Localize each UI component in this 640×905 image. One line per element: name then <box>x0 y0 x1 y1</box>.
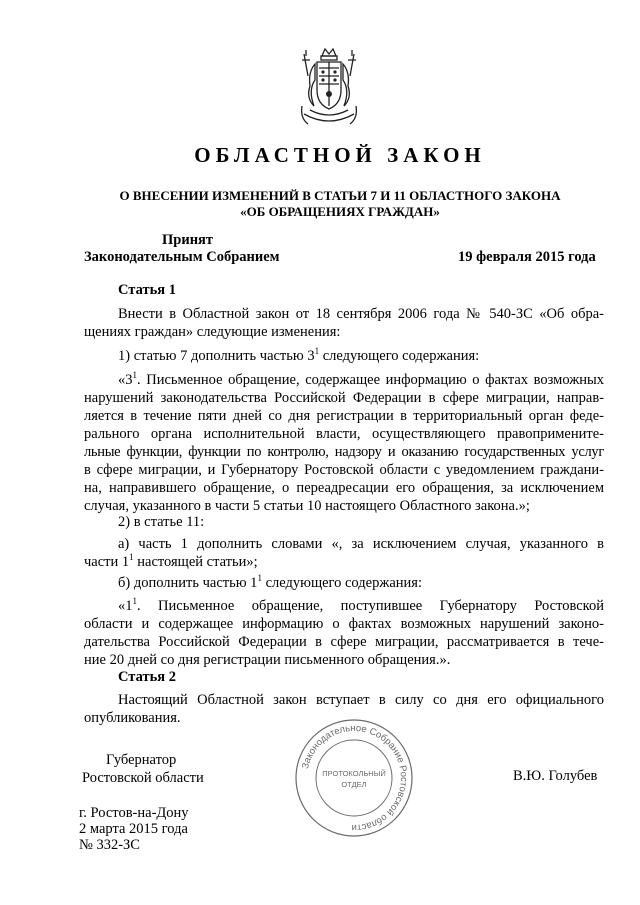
document-subtitle-line1: О ВНЕСЕНИИ ИЗМЕНЕНИЙ В СТАТЬИ 7 И 11 ОБЛАСТНОГО ЗАКОНА <box>119 188 561 203</box>
stamp-ring-text: Законодательное Собрание Ростовской области <box>299 722 410 834</box>
superscript: 1 <box>132 370 137 380</box>
adopted-label: Принят <box>162 232 214 248</box>
text-span: 1) статью 7 дополнить частью 3 <box>118 348 315 364</box>
signatory-name: В.Ю. Голубев <box>513 768 598 784</box>
text-line <box>84 597 604 615</box>
stamp-outer-ring <box>296 720 412 836</box>
text-line: в сфере миграции, и Губернатору Ростовской области с уведомлением граждани- <box>84 462 604 478</box>
text-line: рального органа исполнительной власти, осуществляющего правопримените- <box>84 426 604 442</box>
adopted-by-body: Законодательным Собранием <box>84 249 280 265</box>
article-1-item-1 <box>84 347 604 365</box>
signatory-position-line2: Ростовской области <box>82 770 204 786</box>
signatory-position-line1: Губернатор <box>106 752 177 768</box>
signing-place: г. Ростов-на-Дону <box>79 805 189 821</box>
text-line: на, направившего обращение, о переадресации его обращения, за исключением <box>84 480 604 496</box>
text-line: области и содержащее информацию о фактах возможных нарушений законо- <box>84 616 604 632</box>
superscript: 1 <box>314 346 320 356</box>
superscript: 1 <box>129 552 134 562</box>
article-1-heading: Статья 1 <box>118 282 176 298</box>
signing-date: 2 марта 2015 года <box>79 821 188 837</box>
article-1-paragraph-1 <box>84 305 604 341</box>
text-span: «1 <box>118 598 133 614</box>
text-span: следующего содержания: <box>319 348 480 364</box>
article-1-quote-1 <box>84 371 604 515</box>
superscript: 1 <box>257 573 262 583</box>
superscript: 1 <box>132 596 137 606</box>
law-number: № 332-ЗС <box>79 837 140 853</box>
text-line: Внести в Областной закон от 18 сентября 2006 года № 540-ЗС «Об обра- <box>118 306 604 322</box>
text-line: нарушений законодательства Российской Федерации в сфере миграции, направ- <box>84 390 604 406</box>
stamp-inner-ring <box>316 740 392 816</box>
text-span: части 1 <box>84 554 130 570</box>
text-span: . Письменное обращение, поступившее Губернатору Ростовской <box>137 598 604 614</box>
text-span: следующего содержания: <box>261 575 423 591</box>
text-line: щениях граждан» следующие изменения: <box>84 324 341 340</box>
text-line <box>84 574 604 592</box>
article-2-heading: Статья 2 <box>118 669 176 685</box>
text-line: Настоящий Областной закон вступает в силу со дня его официального <box>118 692 604 708</box>
article-1-item-2a <box>84 535 604 571</box>
document-subtitle-line2: «ОБ ОБРАЩЕНИЯХ ГРАЖДАН» <box>240 204 440 219</box>
text-line: ние 20 дней со дня регистрации письменного обращения.». <box>84 652 451 668</box>
text-line: а) часть 1 дополнить словами «, за исключением случая, указанного в <box>118 536 604 552</box>
text-line: опубликования. <box>84 710 181 726</box>
text-span: «3 <box>118 372 133 388</box>
text-line <box>84 371 604 389</box>
article-1-quote-2 <box>84 597 604 669</box>
coat-of-arms-icon <box>296 46 362 132</box>
text-span: б) дополнить частью 1 <box>118 575 258 591</box>
adopted-date: 19 февраля 2015 года <box>458 249 596 265</box>
stamp-center-line1: ПРОТОКОЛЬНЫЙ <box>322 769 386 778</box>
text-span: . Письменное обращение, содержащее информацию о фактах возможных <box>137 372 604 388</box>
official-stamp <box>292 716 416 840</box>
text-line: ляется в течение пяти дней со дня регистрации в территориальный орган феде- <box>84 408 604 424</box>
text-line: случая, указанного в части 5 статьи 10 настоящего Областного закона.»; <box>84 498 530 514</box>
text-line <box>84 347 604 365</box>
text-line: дательства Российской Федерации в сфере миграции, рассматривается в тече- <box>84 634 604 650</box>
article-1-item-2 <box>84 513 604 531</box>
text-line: 2) в статье 11: <box>118 514 205 530</box>
article-1-item-2b <box>84 574 604 592</box>
text-line <box>84 553 604 571</box>
stamp-center-line2: ОТДЕЛ <box>341 780 367 789</box>
text-span: настоящей статьи»; <box>133 554 258 570</box>
text-line: льные функции, функции по контролю, надзору и оказанию государственных услуг <box>84 444 604 460</box>
document-title: ОБЛАСТНОЙ ЗАКОН <box>194 143 486 167</box>
